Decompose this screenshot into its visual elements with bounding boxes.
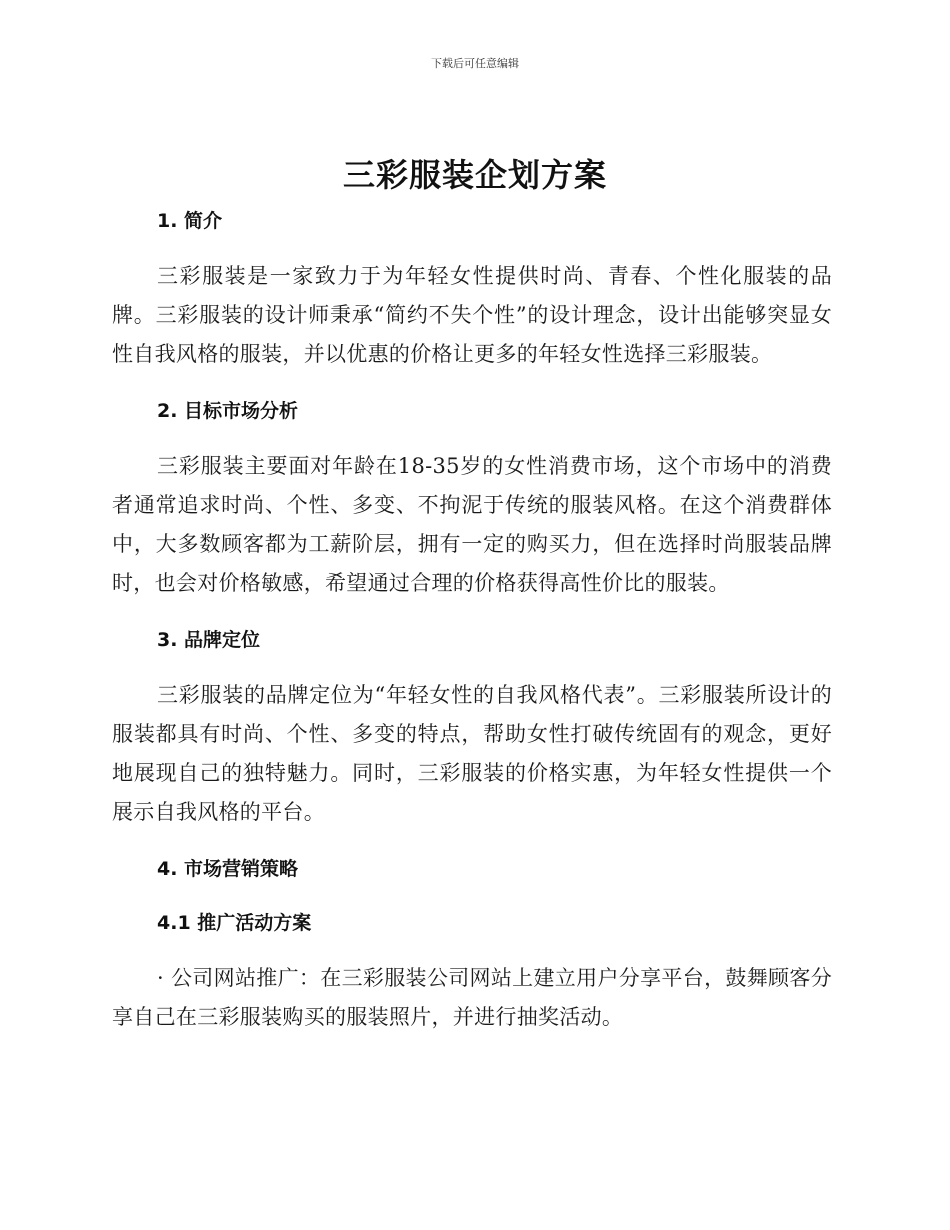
section-paragraph-target-market: 三彩服装主要面对年龄在18-35岁的女性消费市场，这个市场中的消费者通常追求时尚、个性、多变、不拘泥于传统的服装风格。在这个消费群体中，大多数顾客都为工薪阶层，拥有一定的购买力，但在选择时尚服装品牌时，也会对价格敏感，希望通过合理的价格获得高性价比的服装。	[112, 454, 832, 595]
section-heading-intro: 1. 简介	[157, 210, 223, 232]
section-heading-brand-positioning: 3. 品牌定位	[157, 629, 261, 651]
section-paragraph-promotion-plan: · 公司网站推广：在三彩服装公司网站上建立用户分享平台，鼓舞顾客分享自己在三彩服装购买的服装照片，并进行抽奖活动。	[112, 966, 832, 1029]
document-title: 三彩服装企划方案	[342, 156, 607, 194]
section-paragraph-brand-positioning: 三彩服装的品牌定位为“年轻女性的自我风格代表”。三彩服装所设计的服装都具有时尚、个性、多变的特点，帮助女性打破传统固有的观念，更好地展现自己的独特魅力。同时，三彩服装的价格实惠，为年轻女性提供一个展示自我风格的平台。	[112, 683, 832, 824]
document-body	[112, 203, 832, 1056]
header-note: 下载后可任意编辑	[431, 57, 519, 70]
section-heading-target-market: 2. 目标市场分析	[157, 400, 299, 422]
section-heading-marketing-strategy: 4. 市场营销策略	[157, 858, 299, 880]
section-heading-promotion-plan: 4.1 推广活动方案	[157, 912, 312, 934]
section-paragraph-intro: 三彩服装是一家致力于为年轻女性提供时尚、青春、个性化服装的品牌。三彩服装的设计师秉承“简约不失个性”的设计理念，设计出能够突显女性自我风格的服装，并以优惠的价格让更多的年轻女性选择三彩服装。	[112, 264, 832, 366]
